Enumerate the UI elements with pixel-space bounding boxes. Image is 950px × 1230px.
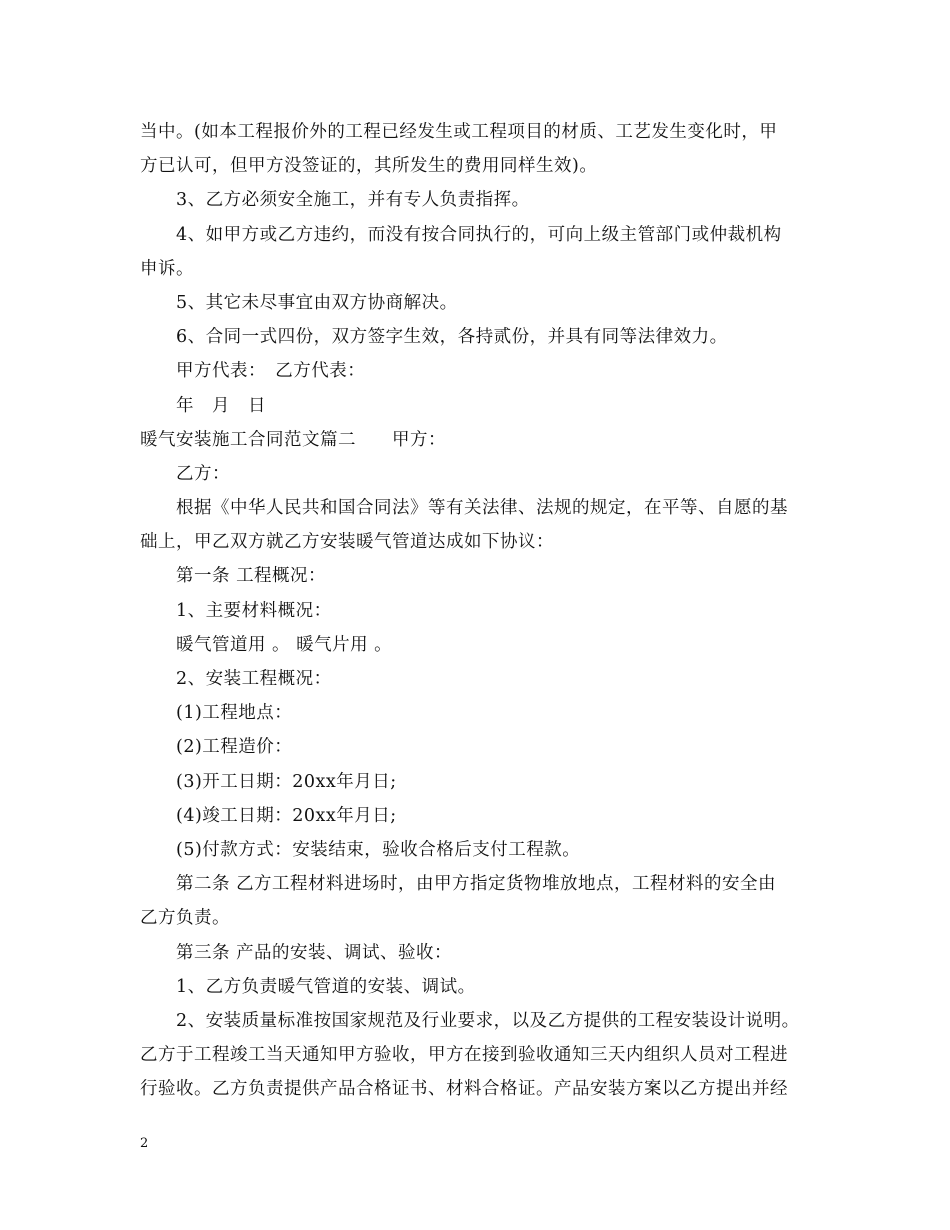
text-line: 方已认可，但甲方没签证的，其所发生的费用同样生效)。 bbox=[140, 156, 598, 177]
text-line: 乙方于工程竣工当天通知甲方验收，甲方在接到验收通知三天内组织人员对工程进 bbox=[140, 1045, 788, 1066]
article-heading: 第一条 工程概况： bbox=[176, 566, 327, 587]
page-number: 2 bbox=[140, 1136, 149, 1151]
text-line: 3、乙方必须安全施工，并有专人负责指挥。 bbox=[176, 190, 530, 211]
text-line: 暖气管道用 。 暖气片用 。 bbox=[176, 634, 393, 655]
text-line: 1、主要材料概况： bbox=[176, 600, 332, 621]
text-line: (2)工程造价： bbox=[176, 737, 293, 758]
text-line: 2、安装工程概况： bbox=[176, 669, 332, 689]
text-line: (4)竣工日期：20xx年月日; bbox=[176, 805, 397, 826]
text-line: (1)工程地点： bbox=[176, 703, 293, 724]
text-line: 申诉。 bbox=[140, 258, 194, 279]
section-title: 暖气安装施工合同范文篇二 bbox=[140, 429, 356, 450]
text-line: 6、合同一式四份，双方签字生效，各持贰份，并具有同等法律效力。 bbox=[176, 327, 728, 348]
section-heading-line bbox=[140, 423, 815, 457]
signature-line: 甲方代表： 乙方代表： bbox=[176, 361, 366, 382]
party-a-label: 甲方： bbox=[392, 429, 446, 450]
text-line: (3)开工日期：20xx年月日; bbox=[176, 771, 397, 792]
text-line: 1、乙方负责暖气管道的安装、调试。 bbox=[176, 976, 476, 997]
text-line: 根据《中华人民共和国合同法》等有关法律、法规的规定，在平等、自愿的基 bbox=[176, 498, 788, 519]
text-line: 行验收。乙方负责提供产品合格证书、材料合格证。产品安装方案以乙方提出并经 bbox=[140, 1079, 788, 1100]
text-line: 2、安装质量标准按国家规范及行业要求，以及乙方提供的工程安装设计说明。 bbox=[176, 1010, 800, 1031]
date-line: 年 月 日 bbox=[176, 395, 266, 416]
text-line: 5、其它未尽事宜由双方协商解决。 bbox=[176, 292, 458, 313]
text-line: 乙方负责。 bbox=[140, 908, 230, 929]
text-line: 当中。(如本工程报价外的工程已经发生或工程项目的材质、工艺发生变化时，甲 bbox=[140, 122, 778, 142]
article-heading: 第二条 乙方工程材料进场时，由甲方指定货物堆放地点，工程材料的安全由 bbox=[176, 874, 777, 895]
party-b-label: 乙方： bbox=[176, 463, 230, 484]
text-line: 础上，甲乙双方就乙方安装暖气管道达成如下协议： bbox=[140, 532, 554, 553]
document-body bbox=[140, 115, 815, 1106]
text-line: 4、如甲方或乙方违约，而没有按合同执行的，可向上级主管部门或仲裁机构 bbox=[176, 224, 782, 245]
text-line: (5)付款方式：安装结束，验收合格后支付工程款。 bbox=[176, 839, 581, 860]
article-heading: 第三条 产品的安装、调试、验收： bbox=[176, 942, 453, 963]
